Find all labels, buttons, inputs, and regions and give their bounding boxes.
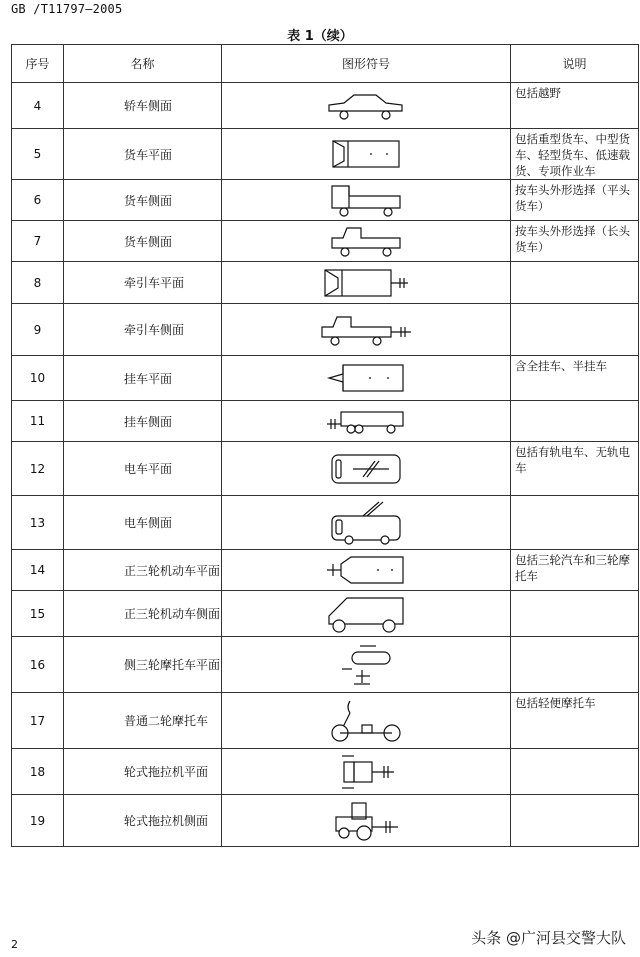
tricycle-side-icon [325, 594, 407, 634]
row-note: 包括越野 [511, 83, 639, 129]
table-header-row [12, 45, 639, 83]
row-name: 货车侧面 [64, 180, 222, 221]
column-header: 图形符号 [222, 45, 511, 83]
row-number: 17 [12, 693, 64, 749]
table-row [12, 795, 639, 847]
row-number: 18 [12, 749, 64, 795]
table-row [12, 262, 639, 304]
table-row [12, 83, 639, 129]
row-name: 电车平面 [64, 442, 222, 496]
row-number: 10 [12, 356, 64, 401]
tractor-truck-plan-icon [322, 268, 410, 298]
table-row [12, 637, 639, 693]
row-note [511, 496, 639, 550]
row-name: 轮式拖拉机平面 [64, 749, 222, 795]
row-name: 电车侧面 [64, 496, 222, 550]
tram-side-icon [329, 500, 403, 546]
wheel-tractor-side-icon [330, 799, 402, 843]
row-note: 包括三轮汽车和三轮摩托车 [511, 550, 639, 591]
table-row [12, 304, 639, 356]
column-header: 名称 [64, 45, 222, 83]
row-note [511, 304, 639, 356]
row-name: 挂车平面 [64, 356, 222, 401]
tractor-truck-side-icon [319, 313, 413, 347]
table-row [12, 356, 639, 401]
table-row [12, 693, 639, 749]
trailer-plan-icon [325, 363, 407, 393]
row-name: 货车平面 [64, 129, 222, 180]
row-name: 侧三轮摩托车平面 [64, 637, 222, 693]
row-number: 7 [12, 221, 64, 262]
row-number: 19 [12, 795, 64, 847]
row-number: 11 [12, 401, 64, 442]
row-name: 轮式拖拉机侧面 [64, 795, 222, 847]
row-note: 按车头外形选择（长头货车） [511, 221, 639, 262]
truck-plan-icon [330, 139, 402, 169]
column-header: 序号 [12, 45, 64, 83]
row-note [511, 262, 639, 304]
table-title: 表 1（续） [287, 29, 353, 44]
table-row [12, 221, 639, 262]
column-header: 说明 [511, 45, 639, 83]
row-number: 9 [12, 304, 64, 356]
motorcycle-icon [326, 697, 406, 745]
table-row [12, 550, 639, 591]
row-number: 15 [12, 591, 64, 637]
row-number: 5 [12, 129, 64, 180]
row-name: 牵引车侧面 [64, 304, 222, 356]
table-row [12, 496, 639, 550]
table-row [12, 180, 639, 221]
row-note: 包括重型货车、中型货车、轻型货车、低速载货、专项作业车 [511, 129, 639, 180]
row-number: 6 [12, 180, 64, 221]
row-name: 货车侧面 [64, 221, 222, 262]
sidecar-plan-icon [338, 643, 394, 687]
truck-side-long-icon [329, 224, 403, 258]
table-row [12, 749, 639, 795]
table-row [12, 442, 639, 496]
row-note: 按车头外形选择（平头货车） [511, 180, 639, 221]
page-number: 2 [11, 938, 18, 951]
wheel-tractor-plan-icon [334, 752, 398, 792]
row-note [511, 749, 639, 795]
row-name: 挂车侧面 [64, 401, 222, 442]
row-number: 8 [12, 262, 64, 304]
row-note [511, 401, 639, 442]
row-name: 正三轮机动车侧面 [64, 591, 222, 637]
table-row [12, 129, 639, 180]
row-note: 含全挂车、半挂车 [511, 356, 639, 401]
tricycle-plan-icon [325, 554, 407, 586]
row-note [511, 591, 639, 637]
row-note [511, 637, 639, 693]
row-name: 牵引车平面 [64, 262, 222, 304]
sedan-side-icon [326, 91, 406, 121]
row-name: 轿车侧面 [64, 83, 222, 129]
standard-code: GB /T11797—2005 [11, 2, 123, 16]
row-name: 正三轮机动车平面 [64, 550, 222, 591]
row-number: 12 [12, 442, 64, 496]
row-note: 包括有轨电车、无轨电车 [511, 442, 639, 496]
row-number: 13 [12, 496, 64, 550]
table-row [12, 591, 639, 637]
row-number: 16 [12, 637, 64, 693]
row-name: 普通二轮摩托车 [64, 693, 222, 749]
symbol-table [11, 44, 639, 847]
row-number: 4 [12, 83, 64, 129]
row-note [511, 795, 639, 847]
row-note: 包括轻便摩托车 [511, 693, 639, 749]
tram-plan-icon [329, 451, 403, 487]
truck-side-flat-icon [329, 182, 403, 218]
trailer-side-icon [325, 408, 407, 434]
watermark: 头条 @广河县交警大队 [471, 929, 626, 947]
table-row [12, 401, 639, 442]
row-number: 14 [12, 550, 64, 591]
